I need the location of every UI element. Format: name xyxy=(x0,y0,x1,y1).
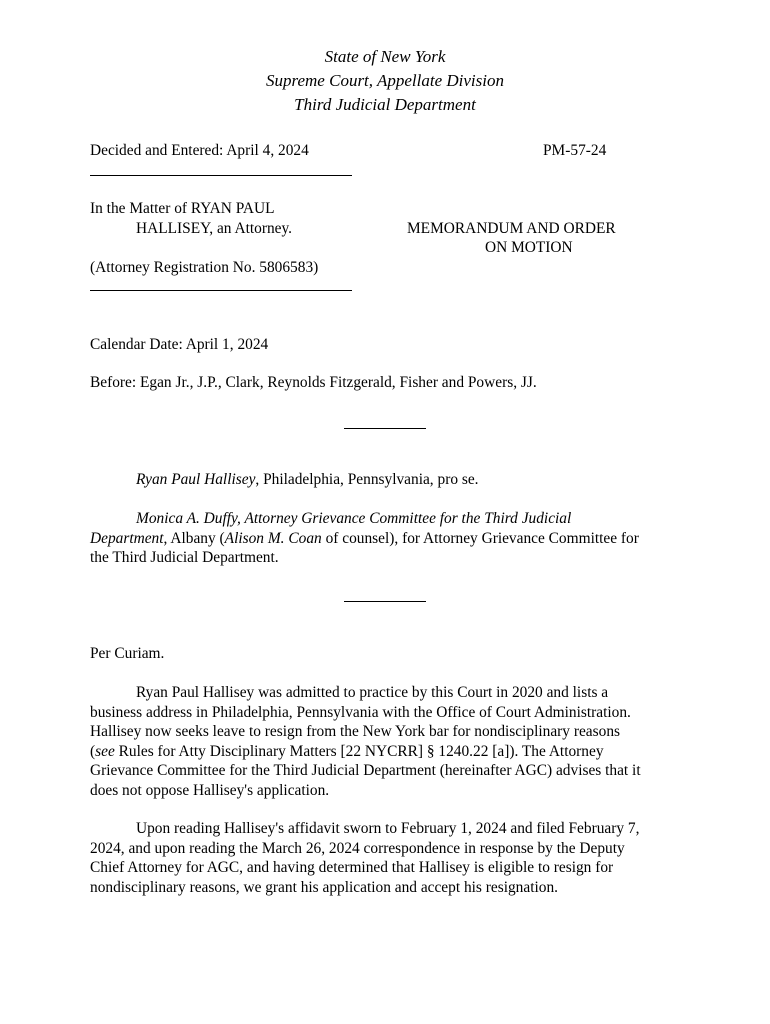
agc-counsel: Alison M. Coan xyxy=(224,529,322,547)
p2-line-4: nondisciplinary reasons, we grant his application and accept his resignation. xyxy=(90,878,559,896)
caption-rule-top xyxy=(90,175,352,176)
order-type-line-1: MEMORANDUM AND ORDER xyxy=(407,220,616,237)
docket-number: PM-57-24 xyxy=(543,142,607,159)
calendar-date: Calendar Date: April 1, 2024 xyxy=(90,336,269,353)
p1-line-4-rest: Rules for Atty Disciplinary Matters [22 NYCRR] § 1240.22 [a]). The Attorney xyxy=(114,742,604,760)
agc-department: Department xyxy=(90,529,164,547)
p1-line-5: Grievance Committee for the Third Judicial Department (hereinafter AGC) advises that it xyxy=(90,762,641,779)
attorney-registration: (Attorney Registration No. 5806583) xyxy=(90,259,319,276)
section-divider-1 xyxy=(344,428,426,429)
appearance-respondent xyxy=(136,470,479,490)
per-curiam: Per Curiam. xyxy=(90,645,165,662)
matter-line-1: In the Matter of RYAN PAUL xyxy=(90,200,275,217)
agc-line-1: Monica A. Duffy, Attorney Grievance Committee for the Third Judicial xyxy=(136,510,572,527)
appearance-agc xyxy=(90,509,690,568)
p2-line-2: 2024, and upon reading the March 26, 2024 correspondence in response by the Deputy xyxy=(90,839,625,857)
p1-line-1: Ryan Paul Hallisey was admitted to practice by this Court in 2020 and lists a xyxy=(136,684,609,701)
decided-date: Decided and Entered: April 4, 2024 xyxy=(90,142,309,159)
respondent-name: Ryan Paul Hallisey xyxy=(136,471,256,488)
opinion-paragraph-2 xyxy=(90,819,690,897)
p1-line-6: does not oppose Hallisey's application. xyxy=(90,781,330,799)
court-state: State of New York xyxy=(324,47,446,66)
caption-rule-bottom xyxy=(90,290,352,291)
p1-line-2: business address in Philadelphia, Pennsylvania with the Office of Court Administration. xyxy=(90,703,631,721)
court-name: Supreme Court, Appellate Division xyxy=(266,71,504,90)
p1-line-3: Hallisey now seeks leave to resign from the New York bar for nondisciplinary reasons xyxy=(90,723,620,740)
court-department: Third Judicial Department xyxy=(294,95,476,114)
court-heading xyxy=(0,45,770,117)
panel-before: Before: Egan Jr., J.P., Clark, Reynolds Fitzgerald, Fisher and Powers, JJ. xyxy=(90,374,537,391)
p2-line-1: Upon reading Hallisey's affidavit sworn to February 1, 2024 and filed February 7, xyxy=(136,820,640,837)
agc-line-3: the Third Judicial Department. xyxy=(90,549,279,566)
opinion-paragraph-1 xyxy=(90,683,690,800)
p1-signal-see: see xyxy=(95,742,115,760)
section-divider-2 xyxy=(344,601,426,602)
p1-line-4-open: ( xyxy=(90,742,96,760)
agc-location: , Albany ( xyxy=(163,529,225,547)
p2-line-3: Chief Attorney for AGC, and having determined that Hallisey is eligible to resign for xyxy=(90,859,614,876)
order-type-line-2: ON MOTION xyxy=(485,239,573,256)
respondent-location: , Philadelphia, Pennsylvania, pro se. xyxy=(255,471,479,488)
agc-line-2-rest: of counsel), for Attorney Grievance Committee for xyxy=(321,529,639,547)
matter-line-2: HALLISEY, an Attorney. xyxy=(136,220,293,237)
